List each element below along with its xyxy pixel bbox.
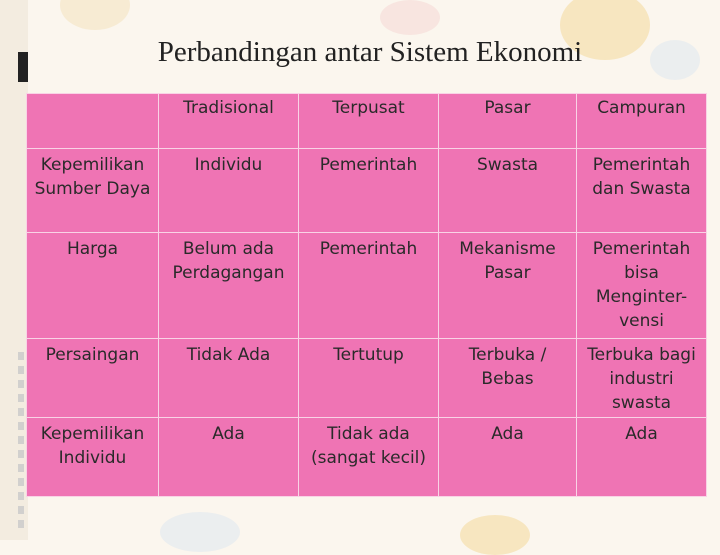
background-decoration <box>60 0 130 30</box>
comparison-table <box>26 93 707 497</box>
table-cell: Belum ada Perdagangan <box>159 233 299 339</box>
header-cell-campuran: Campuran <box>577 94 707 149</box>
row-label: Persaingan <box>27 339 159 418</box>
table-cell: Ada <box>439 418 577 497</box>
background-decoration <box>160 512 240 552</box>
table-cell: Tidak ada (sangat kecil) <box>299 418 439 497</box>
table-row <box>27 149 707 233</box>
slide-title: Perbandingan antar Sistem Ekonomi <box>157 36 583 68</box>
table-cell: Pemerintah <box>299 233 439 339</box>
table-cell: Pemerintah dan Swasta <box>577 149 707 233</box>
table-cell: Tertutup <box>299 339 439 418</box>
accent-stripes <box>18 352 24 532</box>
table-cell: Terbuka / Bebas <box>439 339 577 418</box>
header-cell-empty <box>27 94 159 149</box>
row-label: Kepemilikan Individu <box>27 418 159 497</box>
table-cell: Tidak Ada <box>159 339 299 418</box>
table-cell: Swasta <box>439 149 577 233</box>
table-cell: Ada <box>159 418 299 497</box>
header-cell-terpusat: Terpusat <box>299 94 439 149</box>
background-decoration <box>380 0 440 35</box>
table-row <box>27 233 707 339</box>
table-cell: Individu <box>159 149 299 233</box>
header-cell-pasar: Pasar <box>439 94 577 149</box>
header-cell-tradisional: Tradisional <box>159 94 299 149</box>
table-header-row <box>27 94 707 149</box>
table-row <box>27 339 707 418</box>
table-cell: Pemerintah <box>299 149 439 233</box>
row-label: Kepemilikan Sumber Daya <box>27 149 159 233</box>
table-row <box>27 418 707 497</box>
table-cell: Pemerintah bisa Menginter-vensi <box>577 233 707 339</box>
table-cell: Terbuka bagi industri swasta <box>577 339 707 418</box>
row-label: Harga <box>27 233 159 339</box>
table-cell: Ada <box>577 418 707 497</box>
background-decoration <box>460 515 530 555</box>
table-cell: Mekanisme Pasar <box>439 233 577 339</box>
